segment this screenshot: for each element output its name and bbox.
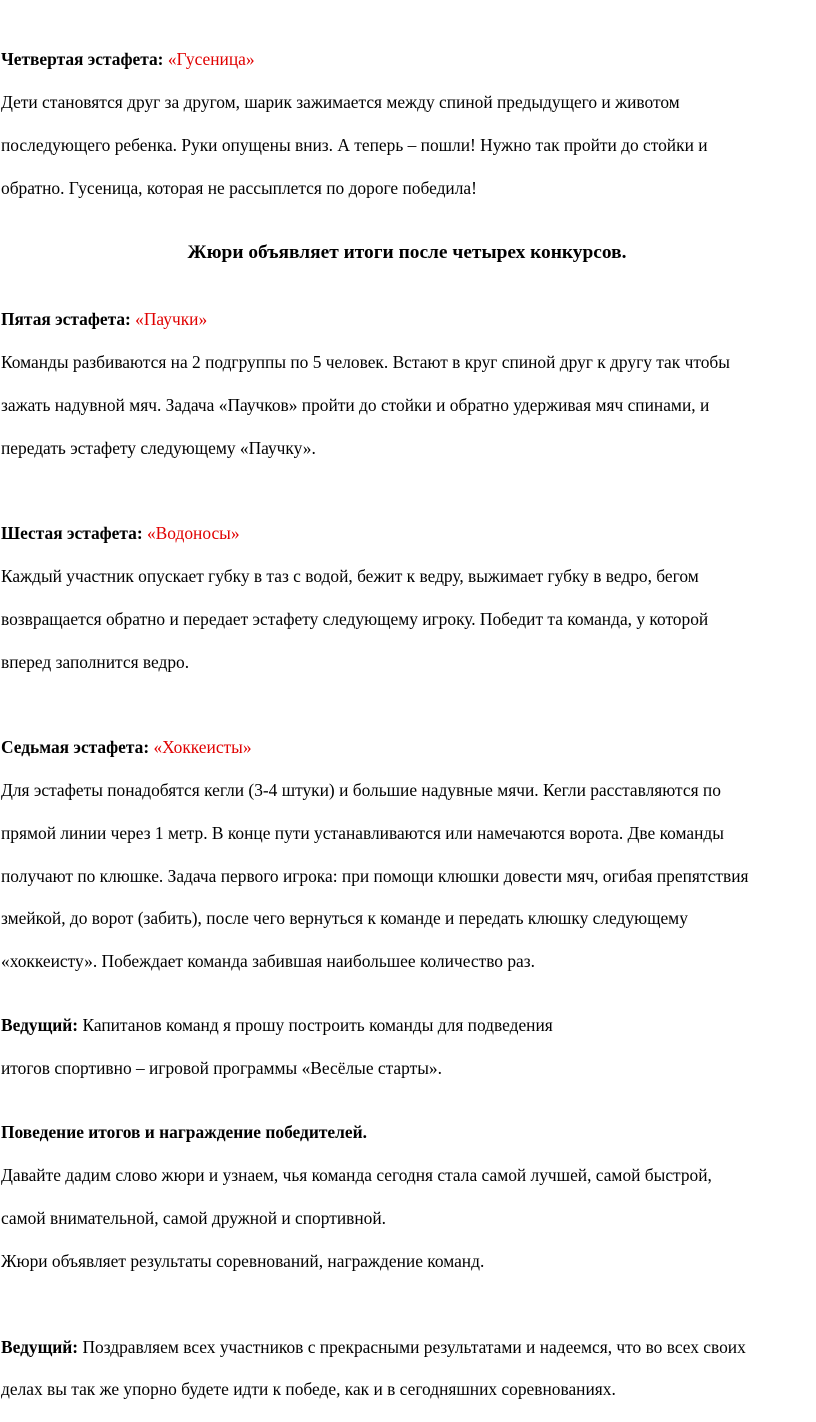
relay-4-section: [1, 28, 813, 221]
relay-7-header: [1, 737, 813, 758]
host-2-line-2: делах вы так же упорно будете идти к победе, как и в сегодняшних соревнованиях.: [1, 1379, 616, 1400]
awards-text-line-1: Давайте дадим слово жюри и узнаем, чья команда сегодня стала самой лучшей, самой быстрой,: [1, 1165, 712, 1186]
relay-7-name: «Хоккеисты»: [153, 737, 252, 758]
relay-7-text-line-5: «хоккеисту». Побеждает команда забившая наибольшее количество раз.: [1, 951, 535, 972]
relay-7-section: [1, 716, 813, 994]
host-1-section: [1, 994, 813, 1101]
relay-4-text-line-3: обратно. Гусеница, которая не рассыплется по дороге победила!: [1, 177, 477, 198]
relay-5-name: «Паучки»: [135, 309, 208, 330]
relay-4-text-line-1: Дети становятся друг за другом, шарик зажимается между спиной предыдущего и животом: [1, 92, 680, 113]
spacer: [1, 480, 813, 501]
relay-6-name: «Водоносы»: [146, 523, 240, 544]
host-2-label: Ведущий:: [1, 1336, 83, 1357]
awards-heading: Поведение итогов и награждение победителей.: [1, 1122, 367, 1143]
relay-6-text-line-1: Каждый участник опускает губку в таз с водой, бежит к ведру, выжимает губку в ведро, бегом: [1, 565, 699, 586]
relay-7-text-line-1: Для эстафеты понадобятся кегли (3-4 штуки) и большие надувные мячи. Кегли расставляются по: [1, 779, 721, 800]
host-1-line-1: [1, 1015, 813, 1036]
relay-5-header: [1, 309, 813, 330]
relay-4-label: Четвертая эстафета:: [1, 49, 168, 70]
relay-5-text-line-1: Команды разбиваются на 2 подгруппы по 5 человек. Встают в круг спиной друг к другу так чтобы: [1, 351, 730, 372]
relay-6-text-line-3: вперед заполнится ведро.: [1, 651, 190, 672]
spacer: [1, 694, 813, 715]
relay-5-section: [1, 288, 813, 481]
awards-text-line-3: Жюри объявляет результаты соревнований, награждение команд.: [1, 1250, 485, 1271]
awards-text-line-2: самой внимательной, самой дружной и спортивной.: [1, 1208, 386, 1229]
host-2-text-1: Поздравляем всех участников с прекрасными результатами и надеемся, что во всех своих: [82, 1336, 746, 1357]
relay-7-text-line-2: прямой линии через 1 метр. В конце пути устанавливаются или намечаются ворота. Две команды: [1, 822, 724, 843]
host-2-section: [1, 1315, 813, 1422]
relay-4-text-line-2: последующего ребенка. Руки опущены вниз. А теперь – пошли! Нужно так пройти до стойки и: [1, 135, 708, 156]
host-1-line-2: итогов спортивно – игровой программы «Весёлые старты».: [1, 1058, 442, 1079]
jury-heading: Жюри объявляет итоги после четырех конкурсов.: [187, 241, 627, 263]
relay-6-section: [1, 502, 813, 695]
relay-7-text-line-4: змейкой, до ворот (забить), после чего вернуться к команде и передать клюшку следующему: [1, 908, 688, 929]
relay-5-text-line-2: зажать надувной мяч. Задача «Паучков» пройти до стойки и обратно удерживая мяч спинами, и: [1, 394, 710, 415]
document-page: [1, 28, 813, 1422]
relay-7-text-line-3: получают по клюшке. Задача первого игрока: при помощи клюшки довести мяч, огибая препятствия: [1, 865, 749, 886]
spacer: [1, 1294, 813, 1315]
relay-5-label: Пятая эстафета:: [1, 309, 136, 330]
relay-7-label: Седьмая эстафета:: [1, 737, 154, 758]
relay-6-header: [1, 523, 813, 544]
host-2-line-1: [1, 1337, 813, 1358]
host-1-label: Ведущий:: [1, 1015, 83, 1036]
relay-4-header: [1, 49, 813, 70]
relay-6-label: Шестая эстафета:: [1, 523, 147, 544]
host-1-text-1: Капитанов команд я прошу построить команды для подведения: [82, 1015, 553, 1036]
awards-section: [1, 1101, 813, 1294]
relay-6-text-line-2: возвращается обратно и передает эстафету следующему игроку. Победит та команда, у которой: [1, 608, 709, 629]
relay-5-text-line-3: передать эстафету следующему «Паучку».: [1, 437, 316, 458]
relay-4-name: «Гусеница»: [167, 49, 255, 70]
